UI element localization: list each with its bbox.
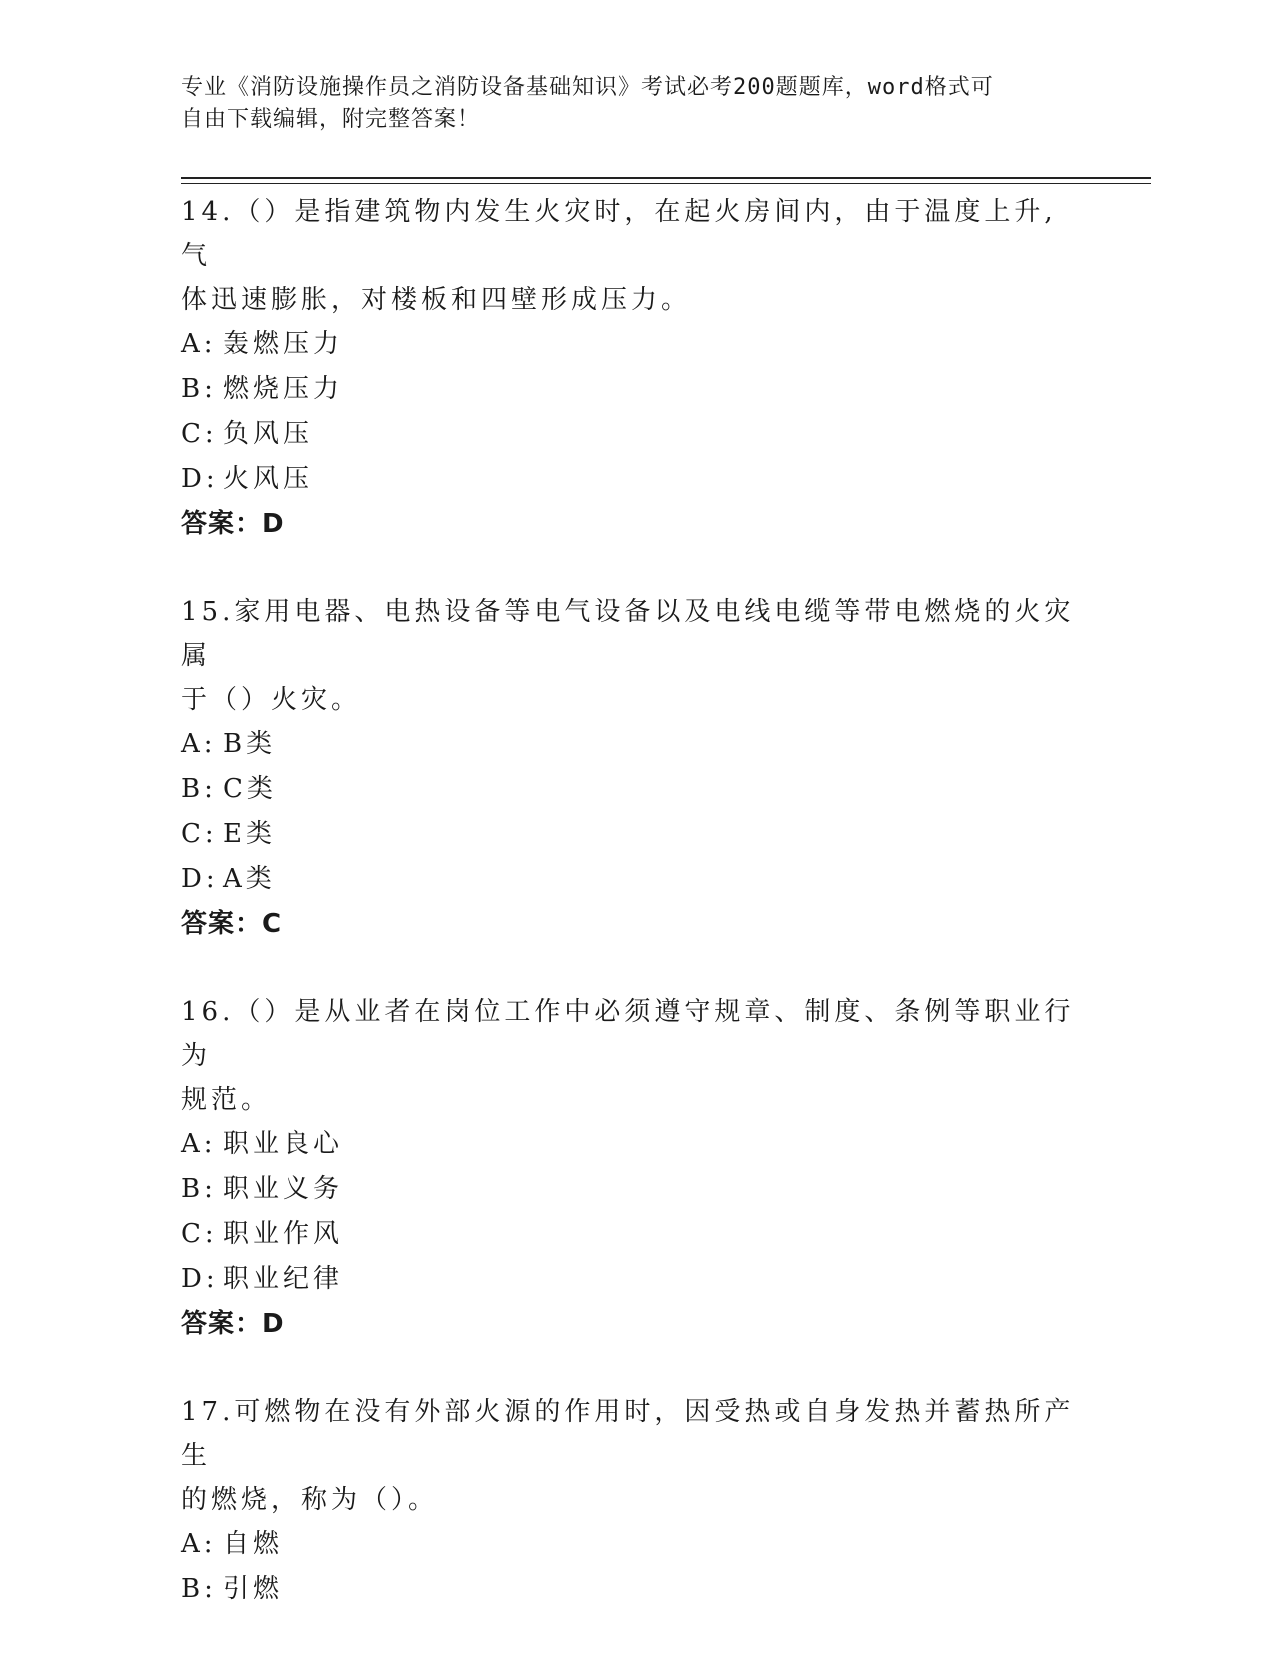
- option-text: 职业义务: [223, 1174, 344, 1204]
- option-d: [181, 457, 1081, 502]
- option-text: C类: [223, 774, 277, 804]
- option-key: D:: [181, 1264, 219, 1294]
- option-key: A:: [181, 729, 217, 759]
- option-text: 职业良心: [223, 1129, 344, 1159]
- header-title-line-2: 自由下载编辑，附完整答案！: [181, 107, 481, 132]
- question-stem: [181, 190, 1081, 322]
- option-text: 火风压: [223, 464, 314, 494]
- option-c: [181, 1212, 1081, 1257]
- option-text: 负风压: [223, 419, 314, 449]
- option-b: [181, 767, 1081, 812]
- option-key: D:: [181, 464, 219, 494]
- option-key: B:: [181, 1174, 217, 1204]
- option-d: [181, 1257, 1081, 1302]
- option-text: 职业纪律: [223, 1264, 344, 1294]
- option-a: [181, 322, 1081, 367]
- option-key: C:: [181, 819, 218, 849]
- option-text: 轰燃压力: [223, 329, 344, 359]
- option-key: B:: [181, 374, 217, 404]
- question-14: [181, 190, 1081, 547]
- question-stem-line-2: 体迅速膨胀，对楼板和四壁形成压力。: [181, 285, 692, 315]
- option-key: B:: [181, 774, 217, 804]
- answer-line: 答案：D: [181, 1309, 285, 1339]
- option-text: 引燃: [223, 1574, 284, 1604]
- question-16: [181, 990, 1081, 1347]
- question-stem-line-1: 17.可燃物在没有外部火源的作用时，因受热或自身发热并蓄热所产生: [181, 1397, 1075, 1471]
- question-stem: [181, 590, 1081, 722]
- option-key: A:: [181, 1529, 217, 1559]
- option-text: 燃烧压力: [223, 374, 344, 404]
- option-key: C:: [181, 1219, 218, 1249]
- header-divider-thin: [181, 183, 1151, 184]
- option-b: [181, 1567, 1081, 1612]
- header-divider-thick: [181, 177, 1151, 179]
- option-b: [181, 1167, 1081, 1212]
- question-stem-line-2: 于（）火灾。: [181, 685, 362, 715]
- question-stem-line-2: 规范。: [181, 1085, 272, 1115]
- option-text: B类: [223, 729, 277, 759]
- option-c: [181, 412, 1081, 457]
- option-b: [181, 367, 1081, 412]
- question-15: [181, 590, 1081, 947]
- option-key: A:: [181, 1129, 217, 1159]
- option-text: A类: [223, 864, 276, 894]
- option-a: [181, 1522, 1081, 1567]
- option-c: [181, 812, 1081, 857]
- question-17: [181, 1390, 1081, 1612]
- option-key: B:: [181, 1574, 217, 1604]
- question-stem-line-2: 的燃烧，称为（）。: [181, 1485, 439, 1515]
- option-key: A:: [181, 329, 217, 359]
- option-a: [181, 1122, 1081, 1167]
- option-text: 自燃: [223, 1529, 284, 1559]
- option-key: D:: [181, 864, 219, 894]
- question-stem-line-1: 16.（）是从业者在岗位工作中必须遵守规章、制度、条例等职业行为: [181, 997, 1075, 1071]
- option-d: [181, 857, 1081, 902]
- header-title-line-1: 专业《消防设施操作员之消防设备基础知识》考试必考200题题库，word格式可: [181, 75, 994, 100]
- question-stem: [181, 1390, 1081, 1522]
- option-a: [181, 722, 1081, 767]
- question-stem: [181, 990, 1081, 1122]
- option-text: 职业作风: [223, 1219, 344, 1249]
- option-key: C:: [181, 419, 218, 449]
- question-stem-line-1: 14.（）是指建筑物内发生火灾时，在起火房间内，由于温度上升,气: [181, 197, 1057, 271]
- question-stem-line-1: 15.家用电器、电热设备等电气设备以及电线电缆等带电燃烧的火灾属: [181, 597, 1075, 671]
- question-list: [181, 190, 1081, 1655]
- answer-line: 答案：C: [181, 909, 283, 939]
- answer-line: 答案：D: [181, 509, 285, 539]
- option-text: E类: [223, 819, 276, 849]
- document-header: [181, 72, 1061, 136]
